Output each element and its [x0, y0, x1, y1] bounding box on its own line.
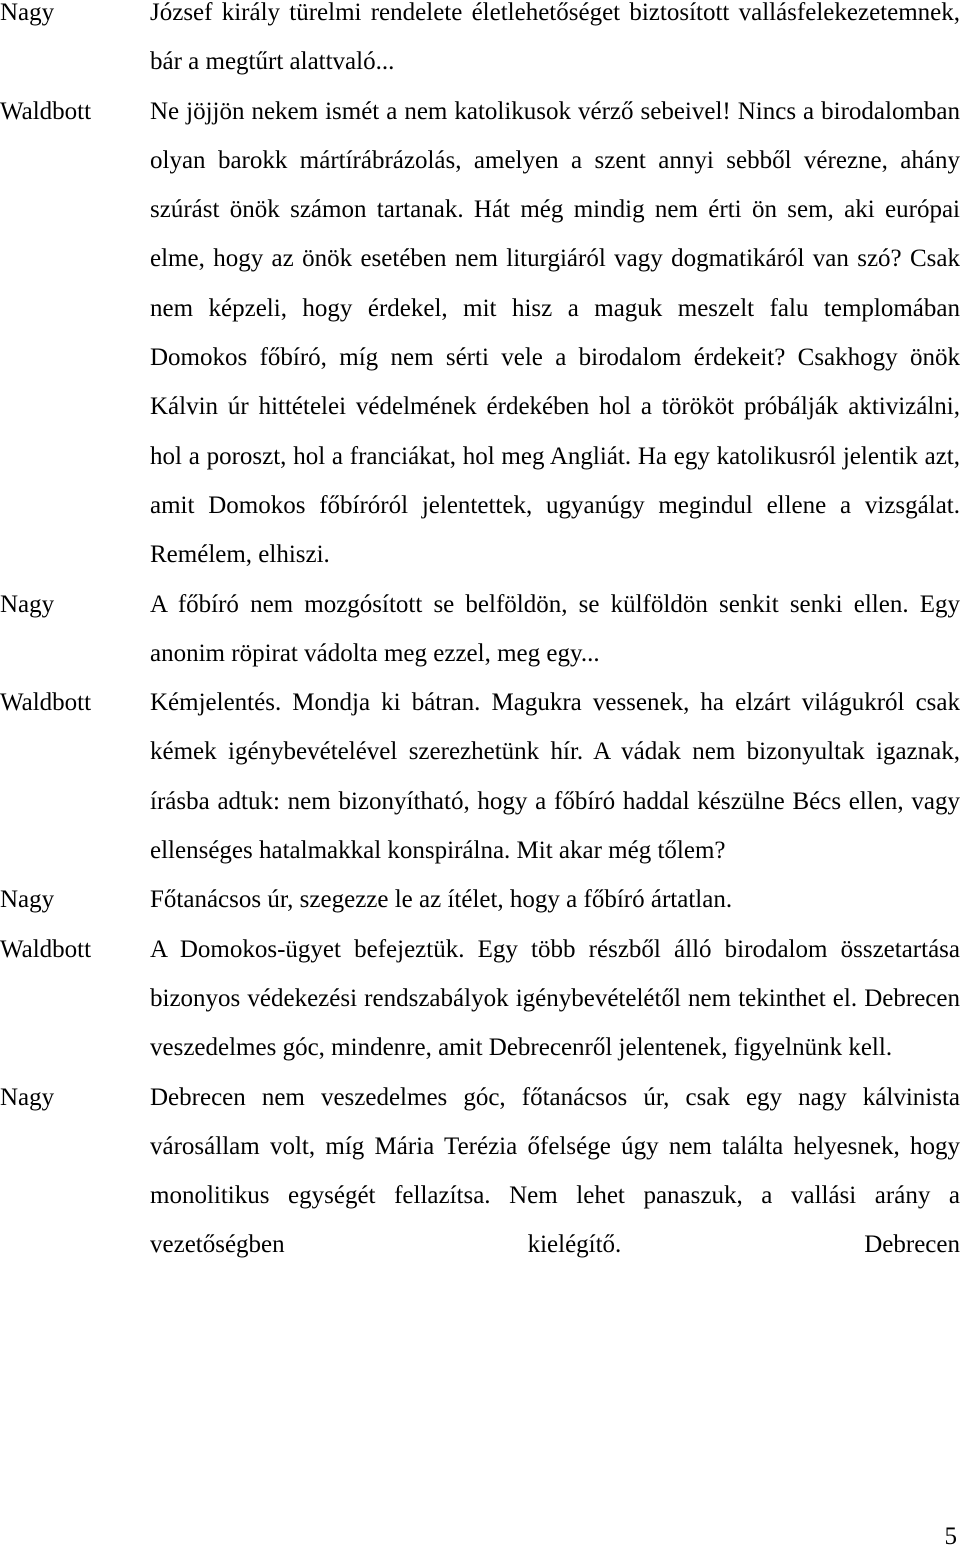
dialogue-turn: [0, 925, 960, 1073]
dialogue-turn: [0, 1073, 960, 1270]
page-number: 5: [944, 1523, 957, 1550]
dialogue-turn: [0, 875, 960, 924]
speaker-name: Nagy: [0, 590, 55, 618]
speech-text: Kémjelentés. Mondja ki bátran. Magukra vessenek, ha elzárt világukról csak kémek igénybevételével szerezhetünk hír. A vádak nem bizonyultak igaznak, írásba adtuk: nem bizonyítható, hogy a főbíró haddal készülne Bécs ellen, vagy ellenséges hatalmakkal konspirálna. Mit akar még tőlem?: [150, 689, 960, 865]
dialogue-turn: [0, 87, 960, 580]
speaker-name: Nagy: [0, 886, 55, 914]
dialogue-turn: [0, 0, 960, 87]
speech-text: Főtanácsos úr, szegezze le az ítélet, hogy a főbíró ártatlan.: [150, 886, 733, 914]
speech-text: A főbíró nem mozgósított se belföldön, se külföldön senkit senki ellen. Egy anonim röpirat vádolta meg ezzel, meg egy...: [150, 590, 960, 667]
speech-text: Debrecen nem veszedelmes góc, főtanácsos úr, csak egy nagy kálvinista városállam volt, míg Mária Terézia őfelsége úgy nem találta helyesnek, hogy monolitikus egységét fellazítsa. Nem lehet panaszuk, a vallási arány a vezetőségben kielégítő. Debrecen: [150, 1083, 960, 1259]
speaker-name: Waldbott: [0, 689, 92, 717]
speaker-name: Nagy: [0, 0, 55, 26]
speaker-name: Waldbott: [0, 97, 92, 125]
dialogue-turn: [0, 580, 960, 679]
speaker-name: Nagy: [0, 1083, 55, 1111]
speech-text: Ne jöjjön nekem ismét a nem katolikusok vérző sebeivel! Nincs a birodalomban olyan barokk mártírábrázolás, amelyen a szent annyi sebből vérezne, ahány szúrást önök számon tartanak. Hát még mindig nem érti ön sem, aki európai elme, hogy az önök esetében nem liturgiáról vagy dogmatikáról van szó? Csak nem képzeli, hogy érdekel, mit hisz a maguk meszelt falu templomában Domokos főbíró, míg nem sérti vele a birodalom érdekeit? Csakhogy önök Kálvin úr hittételei védelmének érdekében hol a törököt próbálják aktivizálni, hol a poroszt, hol a franciákat, hol meg Angliát. Ha egy katolikusról jelentik azt, amit Domokos főbíróról jelentettek, ugyanúgy megindul ellene a vizsgálat. Remélem, elhiszi.: [150, 97, 960, 569]
speech-text: A Domokos-ügyet befejeztük. Egy több részből álló birodalom összetartása bizonyos védekezési rendszabályok igénybevételétől nem tekinthet el. Debrecen veszedelmes góc, mindenre, amit Debrecenről jelentenek, figyelnünk kell.: [150, 935, 960, 1062]
speech-text: József király türelmi rendelete életlehetőséget biztosított vallásfelekezetemnek, bár a megtűrt alattvaló...: [150, 0, 960, 76]
speaker-name: Waldbott: [0, 935, 92, 963]
dialogue-turn: [0, 678, 960, 875]
